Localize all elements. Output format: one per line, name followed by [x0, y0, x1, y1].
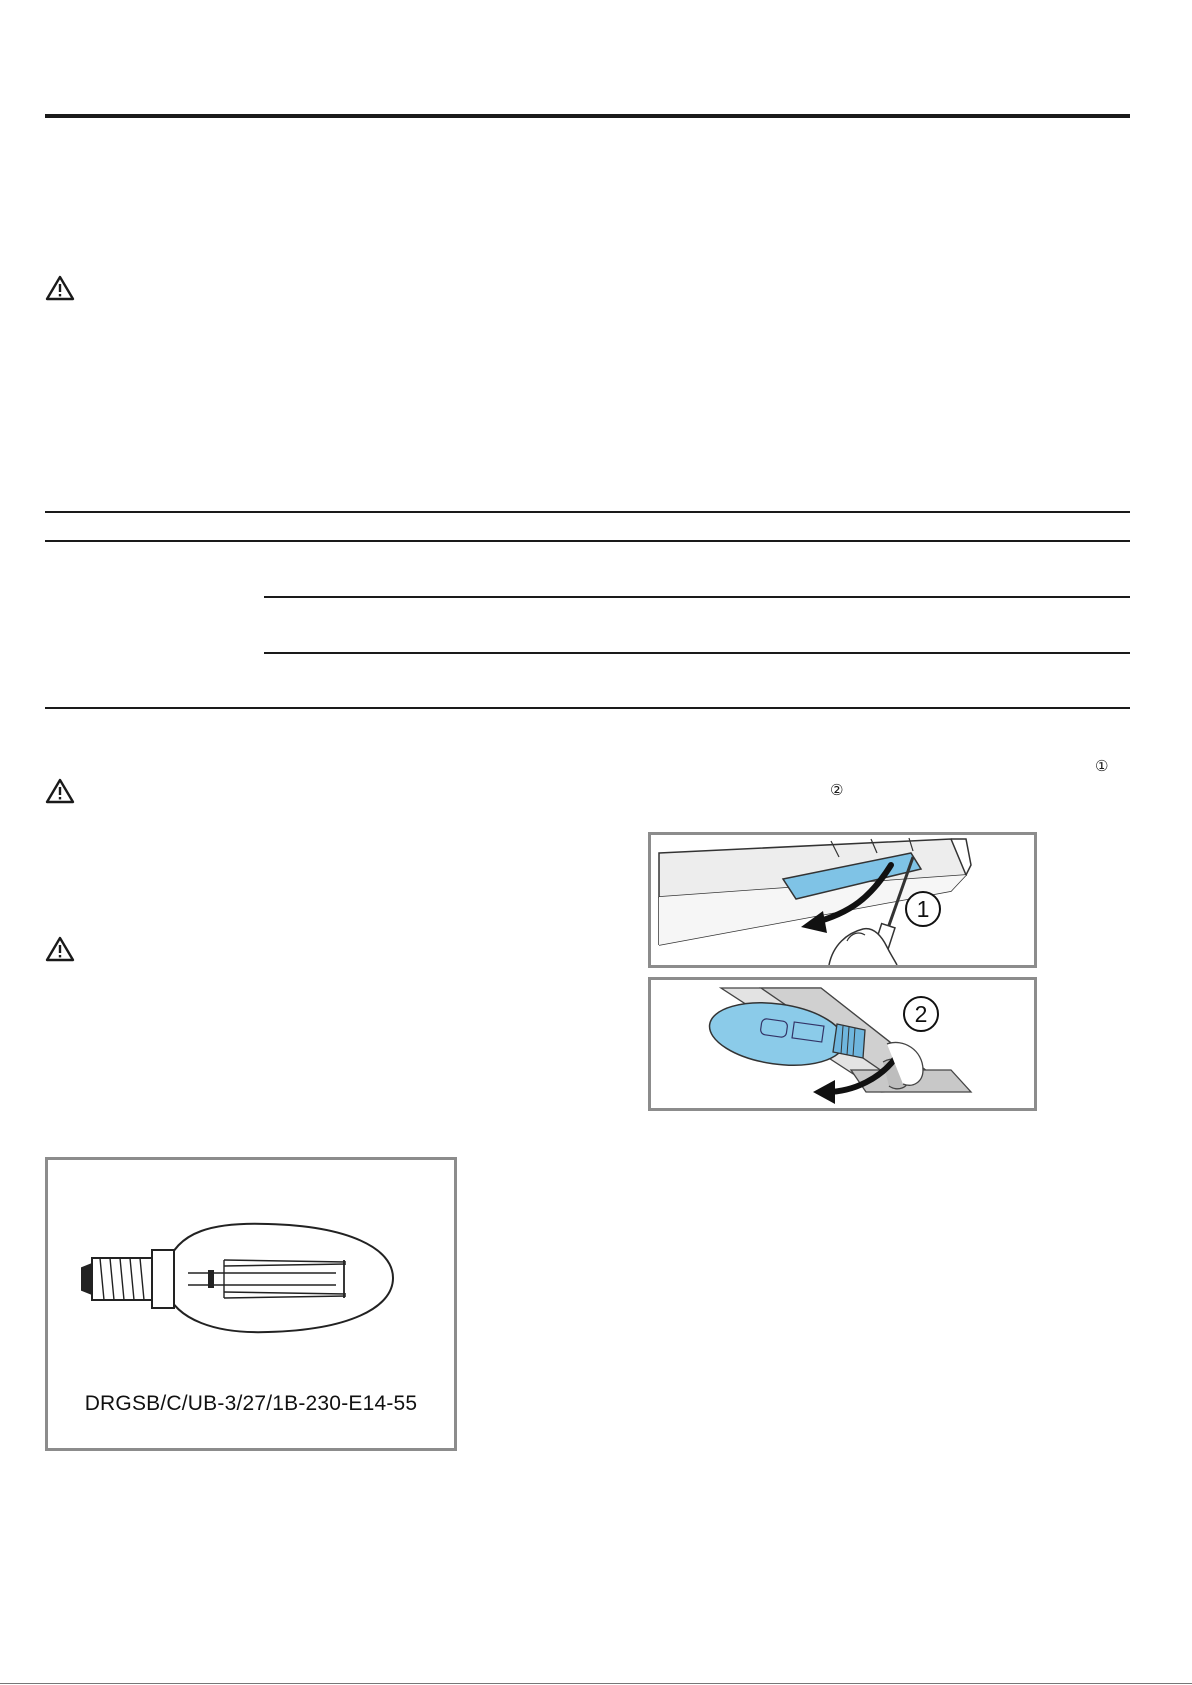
- table-rule-bottom: [45, 707, 1130, 709]
- table-rule-header: [45, 540, 1130, 542]
- bulb-type-code: DRGSB/C/UB-3/27/1B-230-E14-55: [84, 1392, 418, 1415]
- step-marker-one: ①: [1095, 757, 1109, 775]
- table-rule-row1: [264, 596, 1130, 598]
- figure-bulb-specification: [45, 1157, 457, 1451]
- warning-triangle-icon: [45, 275, 75, 301]
- figure-step-two-label: 2: [914, 1001, 928, 1027]
- table-rule-row2: [264, 652, 1130, 654]
- table-rule-top: [45, 511, 1130, 513]
- warning-triangle-icon: [45, 778, 75, 804]
- bottom-rule: [0, 1683, 1192, 1684]
- figure-step-one-label: 1: [916, 896, 930, 922]
- figure-unscrew-bulb: [648, 977, 1037, 1111]
- step-marker-two: ②: [830, 781, 844, 799]
- warning-triangle-icon: [45, 936, 75, 962]
- figure-open-lamp-cover: [648, 832, 1037, 968]
- top-rule: [45, 114, 1130, 118]
